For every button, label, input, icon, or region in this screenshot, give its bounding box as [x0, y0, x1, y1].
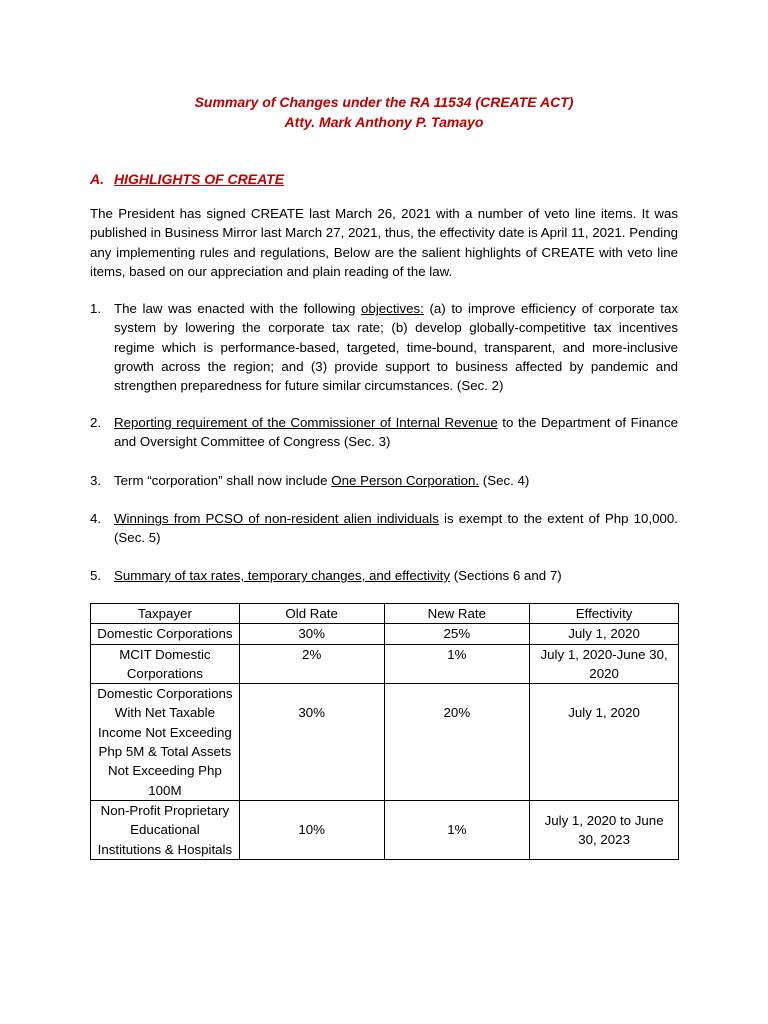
- column-header: New Rate: [384, 604, 530, 624]
- table-header-row: [91, 604, 679, 624]
- item-text: The law was enacted with the following: [114, 301, 362, 316]
- item-text: (a) to improve efficiency of corporate tax system by lowering the corporate tax rate; (b) develop globally-competitive tax incentives regime which is performance-based, targeted, time-bound, transparent, and more-inclusive growth across the region; and (3) provide support to business affected by pandemic and strengthen preparedness for future similar circumstances. (Sec. 2): [114, 301, 679, 394]
- list-item: [90, 471, 678, 490]
- item-number: 1.: [90, 301, 102, 316]
- title-line-1: Summary of Changes under the RA 11534 (CREATE ACT): [194, 94, 574, 110]
- table-cell: Non-Profit Proprietary Educational Institutions & Hospitals: [91, 800, 240, 859]
- column-header: Taxpayer: [91, 604, 240, 624]
- column-header: Effectivity: [530, 604, 679, 624]
- table-cell: MCIT Domestic Corporations: [91, 644, 240, 684]
- item-text: (Sec. 4): [479, 473, 530, 488]
- list-item: [90, 299, 678, 395]
- item-text: (Sections 6 and 7): [450, 568, 562, 583]
- table-cell: Domestic Corporations With Net Taxable Income Not Exceeding Php 5M & Total Assets Not Exceeding Php 100M: [91, 684, 240, 801]
- item-number: 5.: [90, 568, 102, 583]
- author-line: Atty. Mark Anthony P. Tamayo: [284, 114, 484, 130]
- section-title: HIGHLIGHTS OF CREATE: [114, 171, 285, 187]
- table-cell: 30%: [239, 624, 384, 644]
- table-cell: 1%: [384, 800, 530, 859]
- table-cell: 2%: [239, 644, 384, 684]
- item-underlined-text: One Person Corporation.: [331, 473, 480, 488]
- table-cell: 20%: [384, 684, 530, 801]
- section-a-heading: [90, 169, 284, 189]
- item-number: 3.: [90, 473, 102, 488]
- table-cell: July 1, 2020: [530, 684, 679, 801]
- table-row: [91, 684, 679, 801]
- table-row: [91, 644, 679, 684]
- item-underlined-text: Summary of tax rates, temporary changes, and effectivity: [114, 568, 451, 583]
- table-cell: July 1, 2020: [530, 624, 679, 644]
- item-underlined-text: Reporting requirement of the Commissioner of Internal Revenue: [114, 415, 498, 430]
- table-cell: 1%: [384, 644, 530, 684]
- item-underlined-text: Winnings from PCSO of non-resident alien individuals: [114, 511, 439, 526]
- tax-rates-table: [90, 603, 679, 860]
- table-cell: 30%: [239, 684, 384, 801]
- column-header: Old Rate: [239, 604, 384, 624]
- list-item: [90, 509, 678, 548]
- item-text: Term “corporation” shall now include: [114, 473, 332, 488]
- item-text: to the Department of Finance and Oversight Committee of Congress (Sec. 3): [114, 415, 678, 450]
- table-cell: 25%: [384, 624, 530, 644]
- table-row: [91, 624, 679, 644]
- table-row: [91, 800, 679, 859]
- list-item: [90, 413, 678, 452]
- item-number: 2.: [90, 415, 102, 430]
- list-item: [90, 566, 678, 585]
- section-letter: A.: [90, 171, 104, 187]
- item-text: is exempt to the extent of Php 10,000. (Sec. 5): [114, 511, 679, 546]
- item-underlined-text: objectives:: [361, 301, 424, 316]
- table-cell: July 1, 2020-June 30, 2020: [530, 644, 679, 684]
- intro-paragraph: The President has signed CREATE last March 26, 2021 with a number of veto line items. It was published in Business Mirror last March 27, 2021, thus, the effectivity date is April 11, 2021. Pending any implementing rules and regulations, Below are the salient highlights of CREATE with veto line items, based on our appreciation and plain reading of the law.: [90, 206, 678, 279]
- item-number: 4.: [90, 511, 102, 526]
- table-cell: July 1, 2020 to June 30, 2023: [530, 800, 679, 859]
- table-cell: Domestic Corporations: [91, 624, 240, 644]
- document-title: [0, 92, 768, 132]
- table-cell: 10%: [239, 800, 384, 859]
